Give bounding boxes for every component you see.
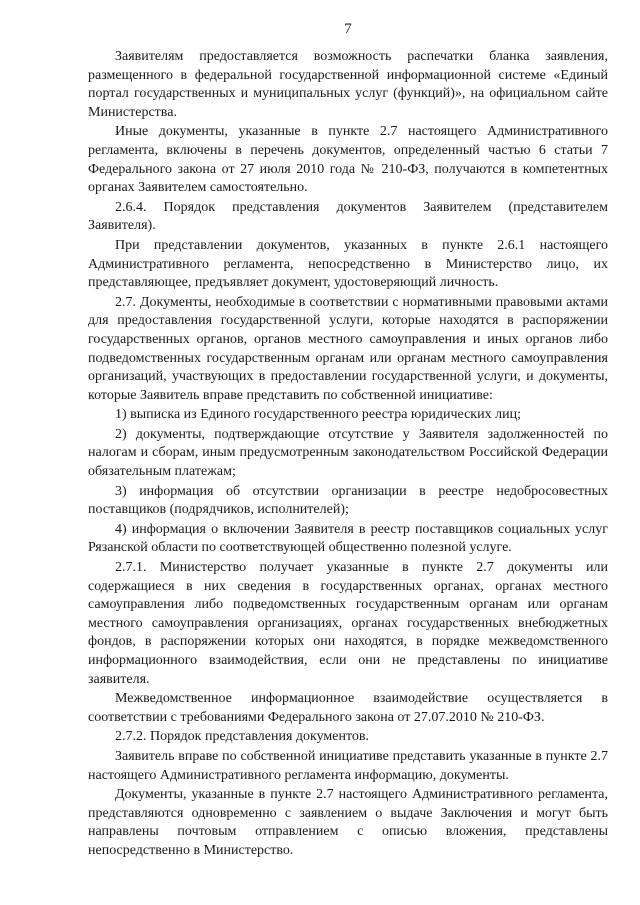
paragraph-submission-method: Документы, указанные в пункте 2.7 настоящего Административного регламента, представляются одновременно с заявлением о выдаче Заключения и могут быть направлены почтовым отправлением с описью вложения, представлены непосредственно в Министерство. — [88, 787, 608, 858]
paragraph-other-documents: Иные документы, указанные в пункте 2.7 настоящего Административного регламента, включены в перечень документов, определенный частью 6 статьи 7 Федерального закона от 27 июля 2010 года № 210-ФЗ, получаются в компетентных органах Заявителем самостоятельно. — [88, 124, 608, 196]
paragraph-print-availability: Заявителям предоставляется возможность распечатки бланка заявления, размещенного в федеральной государственной информационной системе «Единый портал государственных и муниципальных услуг (функций)», на официальном сайте Министерства. — [88, 49, 608, 120]
page-number: 7 — [344, 21, 352, 37]
paragraph-2-6-4-heading: 2.6.4. Порядок представления документов Заявителем (представителем Заявителя). — [88, 199, 608, 234]
paragraph-2-7: 2.7. Документы, необходимые в соответствии с нормативными правовыми актами для предоставления государственной услуги, которые находятся в распоряжении государственных органов, органов местного самоуправления и иных органов либо подведомственных государственным органам или органам местного самоуправления организаций, участвующих в предоставлении государственной услуги, и документы, которые Заявитель вправе представить по собственной инициативе: — [88, 294, 608, 403]
document-body — [88, 48, 608, 862]
paragraph-2-7-1: 2.7.1. Министерство получает указанные в пункте 2.7 документы или содержащиеся в них сведения в государственных органах, органах местного самоуправления либо подведомственных государственным органам или органам местного самоуправления организациях, органах государственных внебюджетных фондов, в распоряжении которых они находятся, в порядке межведомственного информационного взаимодействия, если они не представлены по инициативе заявителя. — [88, 560, 608, 687]
paragraph-submission-identity: При представлении документов, указанных в пункте 2.6.1 настоящего Административного регламента, непосредственно в Министерство лицо, их представляющее, предъявляет документ, удостоверяющий личность. — [88, 237, 608, 291]
list-item-2: 2) документы, подтверждающие отсутствие у Заявителя задолженностей по налогам и сборам, иным предусмотренным законодательством Российской Федерации обязательным платежам; — [88, 426, 608, 480]
list-item-1: 1) выписка из Единого государственного реестра юридических лиц; — [115, 407, 521, 423]
list-item-4: 4) информация о включении Заявителя в реестр поставщиков социальных услуг Рязанской области по соответствующей общественно полезной услуге. — [88, 521, 608, 556]
paragraph-own-initiative: Заявитель вправе по собственной инициативе представить указанные в пункте 2.7 настоящего Административного регламента информацию, документы. — [88, 748, 608, 783]
paragraph-interagency: Межведомственное информационное взаимодействие осуществляется в соответствии с требованиями Федерального закона от 27.07.2010 № 210-ФЗ. — [88, 691, 608, 725]
list-item-3: 3) информация об отсутствии организации в реестре недобросовестных поставщиков (подрядчиков, исполнителей); — [88, 483, 608, 518]
paragraph-2-7-2-heading: 2.7.2. Порядок представления документов. — [115, 729, 370, 745]
document-page — [88, 0, 608, 905]
